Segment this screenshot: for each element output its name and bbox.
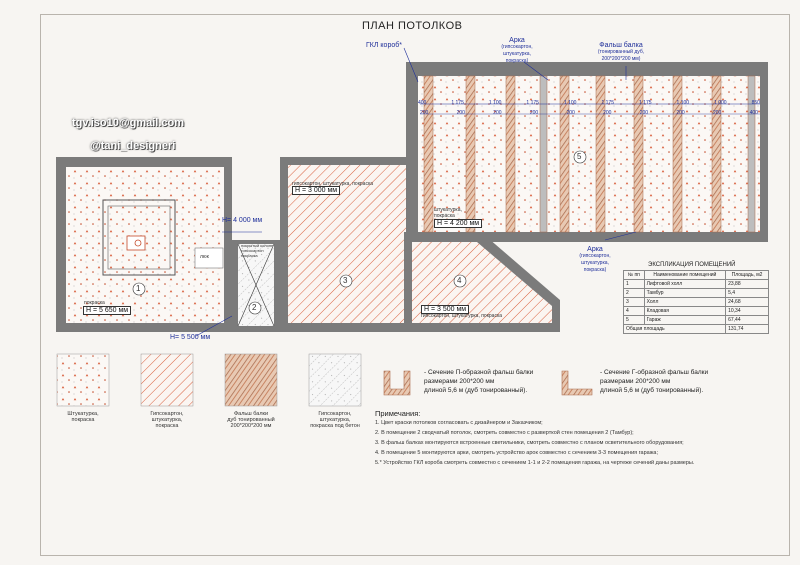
- note-3: 3. В фальш балках монтируются встроенные светильники, смотреть совместно с планом осветительного оборудования;: [375, 440, 684, 446]
- dimension-row: 400 1 175 1 100 1 175 1 100 1 175 1 175 1 100 1 000 850: [418, 100, 760, 106]
- height-room2-top: Н= 4 000 мм: [222, 217, 263, 224]
- contact-handle: @tani_designeri: [90, 140, 176, 152]
- table-row: 5 Гараж 67,44: [624, 316, 769, 325]
- notes-title: Примечания:: [375, 409, 421, 418]
- legend-label-concrete: Гипсокартон, штукатурка, покраска под бетон: [310, 411, 360, 429]
- contact-email: tgv.iso10@gmail.com: [72, 117, 184, 129]
- room-number-1: 1: [136, 284, 141, 293]
- gkl-callout: ГКЛ короб*: [366, 42, 402, 49]
- legend-swatch-hatch: [141, 354, 193, 406]
- table-row: 3 Холл 24,68: [624, 298, 769, 307]
- legend-label-dots: Штукатурка, покраска: [67, 411, 99, 423]
- dimension-row-2: 200 200 200 200 200 200 200 200 200 400: [420, 110, 758, 116]
- l-beam-profile: [562, 371, 592, 395]
- explication-title: ЭКСПЛИКАЦИЯ ПОМЕЩЕНИЙ: [648, 262, 736, 268]
- u-beam-profile: [384, 371, 410, 395]
- room4-finish: гипсокартон, штукатурка, покраска: [421, 313, 503, 319]
- height-room4: Н = 3 500 мм: [421, 305, 469, 314]
- room-number-4: 4: [457, 276, 462, 285]
- room1-finish: покраска: [84, 300, 105, 306]
- height-room1: Н = 5 650 мм: [83, 306, 131, 315]
- legend-swatch-wood: [225, 354, 277, 406]
- room2-finish: покрытый колонн гипсокартон покраска: [241, 243, 274, 258]
- table-row: 1 Лифтовой холл 23,88: [624, 280, 769, 289]
- section-l-text: - Сечение Г-образной фальш балки размерами 200*200 мм длиной 5,6 м (дуб тонированный).: [600, 369, 709, 394]
- legend-label-hatch: Гипсокартон, штукатурка, покраска: [150, 411, 184, 429]
- note-1: 1. Цвет краски потолков согласовать с дизайнером и Заказчиком;: [375, 420, 543, 426]
- arch-bottom-callout: Арка (гипсокартон, штукатурка, покраска): [579, 246, 611, 273]
- table-total-row: Общая площадь 131,74: [624, 325, 769, 334]
- room3-finish: гипсокартон, штукатурка, покраска: [292, 181, 374, 187]
- page-title: ПЛАН ПОТОЛКОВ: [362, 20, 463, 32]
- note-4: 4. В помещение 5 монтируются арки, смотреть устройство арок совместно с сечением 3-3 помещения гаража;: [375, 450, 658, 456]
- legend-label-wood: Фальш балки дуб тонированный 200*200*200 мм: [227, 411, 275, 429]
- legend-swatch-concrete: [309, 354, 361, 406]
- room-number-2: 2: [252, 303, 257, 312]
- explication-table: № пп Наименование помещений Площадь, м2 1 Лифтовой холл 23,88 2 Тамбур 5,4 3 Холл 24,68 4 Кладовая 10,34 5 Гараж 67,44 Общая площадь 131,74: [623, 270, 769, 334]
- height-room2: Н= 5 500 мм: [170, 334, 211, 341]
- section-u-text: - Сечение П-образной фальш балки размерами 200*200 мм длиной 5,6 м (дуб тонированный).: [424, 369, 534, 394]
- arch-top-callout: Арка (гипсокартон, штукатурка, покраска): [501, 37, 533, 64]
- table-row: 2 Тамбур 5,4: [624, 289, 769, 298]
- note-2: 2. В помещение 2 сводчатый потолок, смотреть совместно с разверткой стен помещения 2 (Тамбур);: [375, 430, 634, 436]
- height-room3: Н = 3 000 мм: [292, 186, 340, 195]
- height-room5-left: Н = 4 200 мм: [434, 219, 482, 228]
- room5-finish: штукатурка, покраска: [434, 207, 462, 219]
- hatch-label: люк: [200, 254, 209, 260]
- room-number-3: 3: [343, 276, 348, 285]
- beam-top-callout: Фальш балка (тонированный дуб, 200*200*200 мм): [597, 42, 645, 62]
- note-5: 5.* Устройство ГКЛ короба смотреть совместно с сечением 1-1 и 2-2 помещения гаража, на чертеже сечений даны размеры.: [375, 460, 695, 466]
- legend-swatch-dots: [57, 354, 109, 406]
- table-row: 4 Кладовая 10,34: [624, 307, 769, 316]
- room-number-5: 5: [577, 152, 582, 161]
